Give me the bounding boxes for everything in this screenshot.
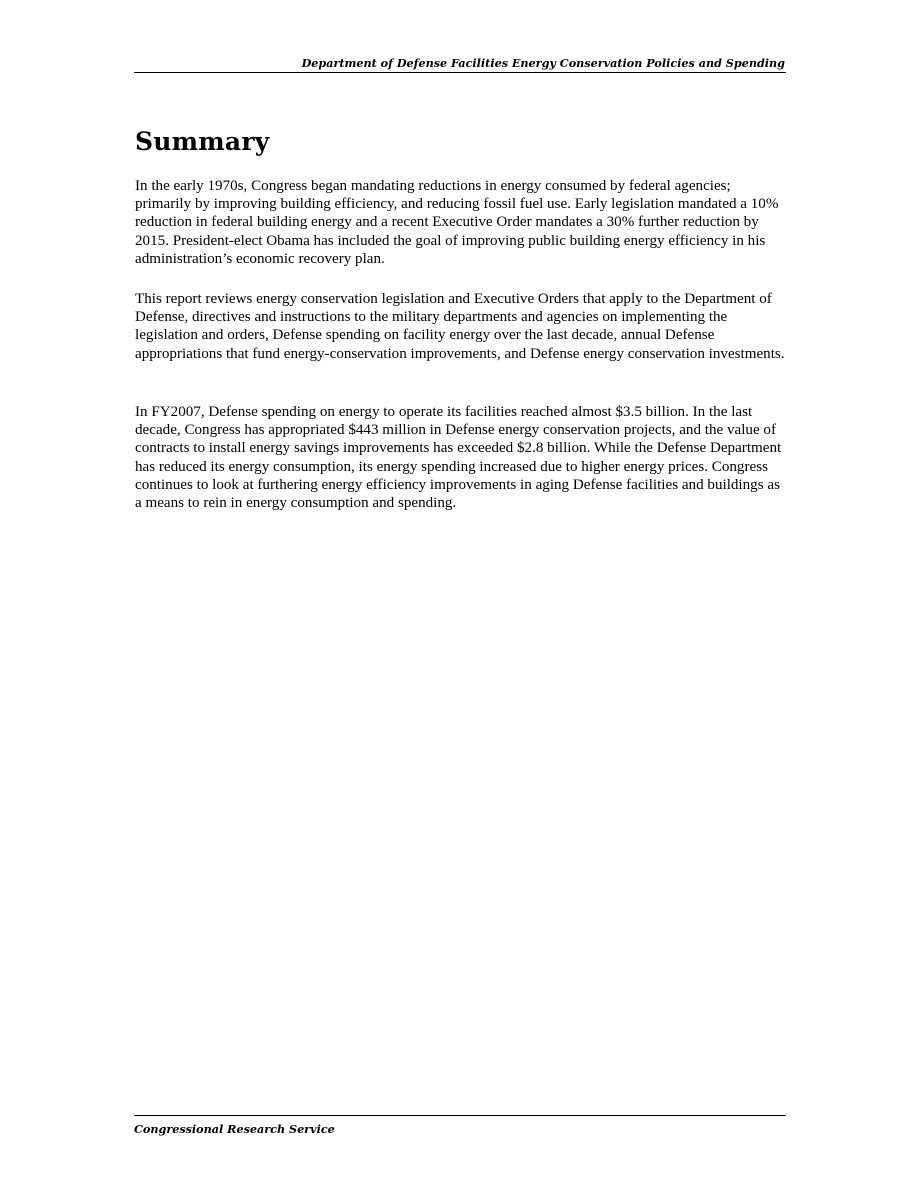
running-header bbox=[134, 54, 786, 73]
summary-paragraph-1: In the early 1970s, Congress began mandating reductions in energy consumed by federal agencies; primarily by improving building efficiency, and reducing fossil fuel use. Early legislation mandated a 10% reduction in federal building energy and a recent Executive Order mandates a 30% further reduction by 2015. President-elect Obama has included the goal of improving public building energy efficiency in his administration’s economic recovery plan. bbox=[135, 178, 779, 267]
running-footer bbox=[134, 1115, 786, 1138]
summary-paragraph-2: This report reviews energy conservation legislation and Executive Orders that apply to the Department of Defense, directives and instructions to the military departments and agencies on implementing the legislation and orders, Defense spending on facility energy over the last decade, annual Defense appropriations that fund energy-conservation improvements, and Defense energy conservation investments. bbox=[135, 291, 785, 362]
summary-heading: Summary bbox=[135, 127, 270, 156]
footer-organization: Congressional Research Service bbox=[134, 1122, 335, 1136]
running-header-title: Department of Defense Facilities Energy Conservation Policies and Spending bbox=[301, 56, 785, 70]
summary-paragraph-3: In FY2007, Defense spending on energy to operate its facilities reached almost $3.5 billion. In the last decade, Congress has appropriated $443 million in Defense energy conservation projects, and the value of contracts to install energy savings improvements has exceeded $2.8 billion. While the Defense Department has reduced its energy consumption, its energy spending increased due to higher energy prices. Congress continues to look at furthering energy efficiency improvements in aging Defense facilities and buildings as a means to rein in energy consumption and spending. bbox=[135, 404, 782, 512]
